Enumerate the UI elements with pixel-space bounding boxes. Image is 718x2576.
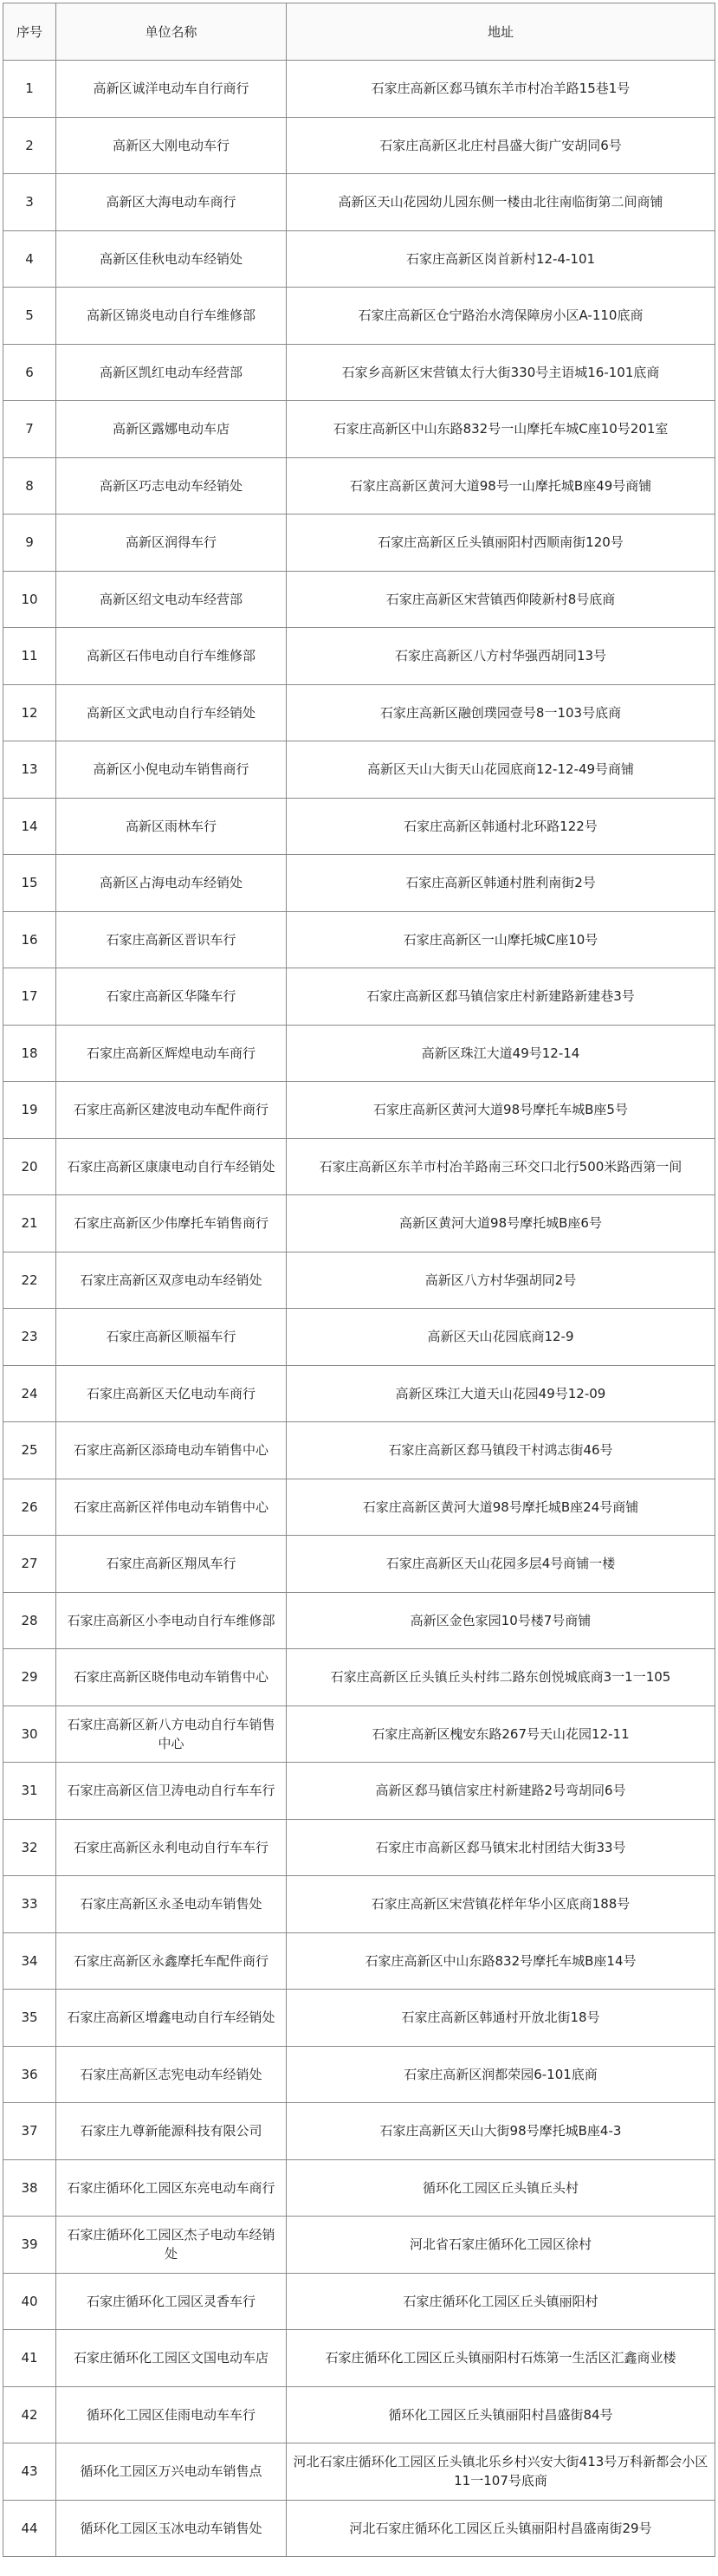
- shop-address: 石家庄高新区韩通村开放北街18号: [287, 1990, 715, 2047]
- table-row: [3, 1876, 715, 1933]
- shop-name: 石家庄高新区添琦电动车销售中心: [56, 1422, 287, 1479]
- shop-address: 石家庄高新区天山花园多层4号商铺一楼: [287, 1536, 715, 1593]
- shop-address: 石家庄高新区丘头镇丘头村纬二路东创悦城底商3一1一105: [287, 1649, 715, 1706]
- table-row: [3, 741, 715, 799]
- table-row: [3, 2217, 715, 2274]
- table-row: [3, 2103, 715, 2160]
- shop-name: 石家庄高新区晋识车行: [56, 911, 287, 968]
- header-address: 地址: [287, 3, 715, 61]
- table-row: [3, 1763, 715, 1820]
- row-number: 38: [3, 2159, 56, 2217]
- shop-name: 高新区润得车行: [56, 515, 287, 572]
- row-number: 39: [3, 2217, 56, 2274]
- shop-name: 高新区凯红电动车经营部: [56, 344, 287, 401]
- shop-name: 石家庄九尊新能源科技有限公司: [56, 2103, 287, 2160]
- shop-address: 石家庄高新区宋营镇西仰陵新村8号底商: [287, 571, 715, 628]
- shop-address: 石家庄循环化工园区丘头镇丽阳村: [287, 2273, 715, 2330]
- shop-address: 石家庄高新区郄马镇段干村鸿志街46号: [287, 1422, 715, 1479]
- row-number: 21: [3, 1195, 56, 1252]
- table-row: [3, 1990, 715, 2047]
- row-number: 28: [3, 1592, 56, 1649]
- shop-address: 石家庄高新区郄马镇信家庄村新建路新建巷3号: [287, 968, 715, 1026]
- table-row: [3, 628, 715, 685]
- row-number: 1: [3, 61, 56, 118]
- shop-name: 高新区占海电动车经销处: [56, 855, 287, 912]
- shop-name: 高新区石伟电动自行车维修部: [56, 628, 287, 685]
- shop-address: 高新区金色家园10号楼7号商铺: [287, 1592, 715, 1649]
- shop-address: 河北石家庄循环化工园区丘头镇北乐乡村兴安大街413号万科新都会小区11一107号底商: [287, 2443, 715, 2501]
- table-row: [3, 2500, 715, 2557]
- row-number: 43: [3, 2443, 56, 2501]
- table-row: [3, 1025, 715, 1082]
- shop-name: 高新区巧志电动车经销处: [56, 457, 287, 515]
- shop-address: 石家庄高新区黄河大道98号摩托车城B座5号: [287, 1082, 715, 1139]
- header-no: 序号: [3, 3, 56, 61]
- shop-name: 高新区文武电动自行车经销处: [56, 684, 287, 741]
- table-row: [3, 911, 715, 968]
- table-row: [3, 1536, 715, 1593]
- row-number: 42: [3, 2386, 56, 2443]
- table-row: [3, 1309, 715, 1366]
- shop-address: 高新区郄马镇信家庄村新建路2号弯胡同6号: [287, 1763, 715, 1820]
- row-number: 22: [3, 1252, 56, 1309]
- shop-name: 循环化工园区佳雨电动车车行: [56, 2386, 287, 2443]
- shop-address: 高新区珠江大道49号12-14: [287, 1025, 715, 1082]
- shop-address: 石家庄高新区中山东路832号一山摩托车城C座10号201室: [287, 401, 715, 458]
- table-row: [3, 1479, 715, 1536]
- shop-name: 高新区雨林车行: [56, 798, 287, 855]
- shop-name: 石家庄高新区永鑫摩托车配件商行: [56, 1932, 287, 1990]
- shop-name: 石家庄高新区辉煌电动车商行: [56, 1025, 287, 1082]
- table-row: [3, 855, 715, 912]
- shop-name: 高新区佳秋电动车经销处: [56, 230, 287, 288]
- row-number: 10: [3, 571, 56, 628]
- row-number: 40: [3, 2273, 56, 2330]
- table-row: [3, 1819, 715, 1876]
- table-row: [3, 1649, 715, 1706]
- row-number: 7: [3, 401, 56, 458]
- row-number: 31: [3, 1763, 56, 1820]
- table-row: [3, 401, 715, 458]
- table-row: [3, 571, 715, 628]
- row-number: 19: [3, 1082, 56, 1139]
- shop-address: 石家庄高新区仓宁路治水湾保障房小区A-110底商: [287, 288, 715, 345]
- shop-name: 高新区绍文电动车经营部: [56, 571, 287, 628]
- shop-address: 石家庄高新区融创璞园壹号8一103号底商: [287, 684, 715, 741]
- table-row: [3, 1365, 715, 1422]
- table-row: [3, 2330, 715, 2387]
- shop-address: 石家庄高新区黄河大道98号摩托城B座24号商铺: [287, 1479, 715, 1536]
- row-number: 2: [3, 117, 56, 174]
- shop-address: 石家庄高新区韩通村胜利南街2号: [287, 855, 715, 912]
- table-row: [3, 61, 715, 118]
- shop-address: 石家庄高新区郄马镇东羊市村冶羊路15巷1号: [287, 61, 715, 118]
- shop-list-table: [3, 3, 715, 2557]
- row-number: 16: [3, 911, 56, 968]
- shop-name: 石家庄高新区康康电动自行车经销处: [56, 1138, 287, 1195]
- row-number: 4: [3, 230, 56, 288]
- shop-name: 石家庄高新区翔凤车行: [56, 1536, 287, 1593]
- row-number: 32: [3, 1819, 56, 1876]
- shop-address: 石家庄高新区岗首新村12-4-101: [287, 230, 715, 288]
- shop-address: 河北石家庄循环化工园区丘头镇丽阳村昌盛南街29号: [287, 2500, 715, 2557]
- table-row: [3, 1195, 715, 1252]
- shop-name: 高新区露娜电动车店: [56, 401, 287, 458]
- shop-address: 循环化工园区丘头镇丘头村: [287, 2159, 715, 2217]
- shop-address: 循环化工园区丘头镇丽阳村昌盛街84号: [287, 2386, 715, 2443]
- shop-name: 高新区锦炎电动自行车维修部: [56, 288, 287, 345]
- row-number: 37: [3, 2103, 56, 2160]
- table-row: [3, 457, 715, 515]
- shop-address: 石家庄高新区润都荣园6-101底商: [287, 2046, 715, 2103]
- table-row: [3, 1422, 715, 1479]
- table-row: [3, 2159, 715, 2217]
- table-row: [3, 968, 715, 1026]
- table-body: [3, 61, 715, 2557]
- shop-address: 石家乡高新区宋营镇太行大街330号主语城16-101底商: [287, 344, 715, 401]
- shop-address: 石家庄高新区丘头镇丽阳村西顺南街120号: [287, 515, 715, 572]
- shop-name: 石家庄高新区祥伟电动车销售中心: [56, 1479, 287, 1536]
- shop-address: 石家庄循环化工园区丘头镇丽阳村石炼第一生活区汇鑫商业楼: [287, 2330, 715, 2387]
- table-row: [3, 2273, 715, 2330]
- row-number: 8: [3, 457, 56, 515]
- shop-address: 高新区天山花园底商12-9: [287, 1309, 715, 1366]
- table-row: [3, 1592, 715, 1649]
- row-number: 18: [3, 1025, 56, 1082]
- shop-name: 石家庄高新区信卫涛电动自行车车行: [56, 1763, 287, 1820]
- shop-name: 石家庄高新区双彦电动车经销处: [56, 1252, 287, 1309]
- shop-name: 石家庄高新区永利电动自行车车行: [56, 1819, 287, 1876]
- shop-name: 高新区大刚电动车行: [56, 117, 287, 174]
- table-row: [3, 2386, 715, 2443]
- row-number: 34: [3, 1932, 56, 1990]
- table-row: [3, 344, 715, 401]
- shop-name: 石家庄高新区少伟摩托车销售商行: [56, 1195, 287, 1252]
- shop-name: 石家庄高新区增鑫电动自行车经销处: [56, 1990, 287, 2047]
- table-row: [3, 1705, 715, 1763]
- shop-name: 石家庄高新区顺福车行: [56, 1309, 287, 1366]
- shop-name: 石家庄高新区永圣电动车销售处: [56, 1876, 287, 1933]
- row-number: 11: [3, 628, 56, 685]
- shop-address: 石家庄高新区一山摩托城C座10号: [287, 911, 715, 968]
- table-row: [3, 1252, 715, 1309]
- table-row: [3, 798, 715, 855]
- shop-address: 石家庄市高新区郄马镇宋北村团结大街33号: [287, 1819, 715, 1876]
- table-row: [3, 174, 715, 231]
- shop-address: 石家庄高新区北庄村昌盛大街广安胡同6号: [287, 117, 715, 174]
- shop-list-table-wrapper: [3, 3, 715, 2557]
- shop-name: 石家庄循环化工园区文国电动车店: [56, 2330, 287, 2387]
- shop-name: 石家庄循环化工园区东亮电动车商行: [56, 2159, 287, 2217]
- row-number: 25: [3, 1422, 56, 1479]
- row-number: 5: [3, 288, 56, 345]
- table-row: [3, 1932, 715, 1990]
- shop-name: 循环化工园区玉冰电动车销售处: [56, 2500, 287, 2557]
- row-number: 20: [3, 1138, 56, 1195]
- row-number: 3: [3, 174, 56, 231]
- row-number: 33: [3, 1876, 56, 1933]
- shop-name: 石家庄高新区晓伟电动车销售中心: [56, 1649, 287, 1706]
- shop-name: 循环化工园区万兴电动车销售点: [56, 2443, 287, 2501]
- row-number: 36: [3, 2046, 56, 2103]
- row-number: 14: [3, 798, 56, 855]
- shop-address: 石家庄高新区宋营镇花样年华小区底商188号: [287, 1876, 715, 1933]
- row-number: 26: [3, 1479, 56, 1536]
- shop-address: 石家庄高新区韩通村北环路122号: [287, 798, 715, 855]
- shop-address: 石家庄高新区黄河大道98号一山摩托城B座49号商铺: [287, 457, 715, 515]
- row-number: 30: [3, 1705, 56, 1763]
- table-row: [3, 288, 715, 345]
- shop-address: 石家庄高新区中山东路832号摩托车城B座14号: [287, 1932, 715, 1990]
- row-number: 6: [3, 344, 56, 401]
- table-row: [3, 1082, 715, 1139]
- row-number: 35: [3, 1990, 56, 2047]
- row-number: 41: [3, 2330, 56, 2387]
- header-name: 单位名称: [56, 3, 287, 61]
- shop-name: 石家庄高新区天亿电动车商行: [56, 1365, 287, 1422]
- table-row: [3, 2046, 715, 2103]
- row-number: 9: [3, 515, 56, 572]
- row-number: 44: [3, 2500, 56, 2557]
- table-row: [3, 515, 715, 572]
- row-number: 15: [3, 855, 56, 912]
- shop-address: 石家庄高新区东羊市村冶羊路南三环交口北行500米路西第一间: [287, 1138, 715, 1195]
- row-number: 13: [3, 741, 56, 799]
- row-number: 23: [3, 1309, 56, 1366]
- shop-address: 高新区天山花园幼儿园东侧一楼由北往南临街第二间商铺: [287, 174, 715, 231]
- shop-address: 石家庄高新区八方村华强西胡同13号: [287, 628, 715, 685]
- row-number: 17: [3, 968, 56, 1026]
- table-row: [3, 230, 715, 288]
- shop-address: 石家庄高新区槐安东路267号天山花园12-11: [287, 1705, 715, 1763]
- row-number: 29: [3, 1649, 56, 1706]
- row-number: 27: [3, 1536, 56, 1593]
- shop-address: 石家庄高新区天山大街98号摩托城B座4-3: [287, 2103, 715, 2160]
- shop-name: 石家庄循环化工园区灵香车行: [56, 2273, 287, 2330]
- table-row: [3, 117, 715, 174]
- shop-address: 高新区黄河大道98号摩托城B座6号: [287, 1195, 715, 1252]
- row-number: 24: [3, 1365, 56, 1422]
- shop-address: 河北省石家庄循环化工园区徐村: [287, 2217, 715, 2274]
- table-row: [3, 684, 715, 741]
- shop-name: 石家庄高新区华隆车行: [56, 968, 287, 1026]
- shop-name: 高新区大海电动车商行: [56, 174, 287, 231]
- shop-name: 石家庄高新区新八方电动自行车销售中心: [56, 1705, 287, 1763]
- table-header-row: [3, 3, 715, 61]
- shop-name: 石家庄循环化工园区杰子电动车经销处: [56, 2217, 287, 2274]
- shop-address: 高新区珠江大道天山花园49号12-09: [287, 1365, 715, 1422]
- row-number: 12: [3, 684, 56, 741]
- shop-name: 石家庄高新区志宪电动车经销处: [56, 2046, 287, 2103]
- shop-name: 高新区小倪电动车销售商行: [56, 741, 287, 799]
- shop-name: 高新区诚洋电动车自行商行: [56, 61, 287, 118]
- shop-name: 石家庄高新区建波电动车配件商行: [56, 1082, 287, 1139]
- table-row: [3, 2443, 715, 2501]
- shop-address: 高新区八方村华强胡同2号: [287, 1252, 715, 1309]
- shop-name: 石家庄高新区小李电动自行车维修部: [56, 1592, 287, 1649]
- shop-address: 高新区天山大街天山花园底商12-12-49号商铺: [287, 741, 715, 799]
- table-row: [3, 1138, 715, 1195]
